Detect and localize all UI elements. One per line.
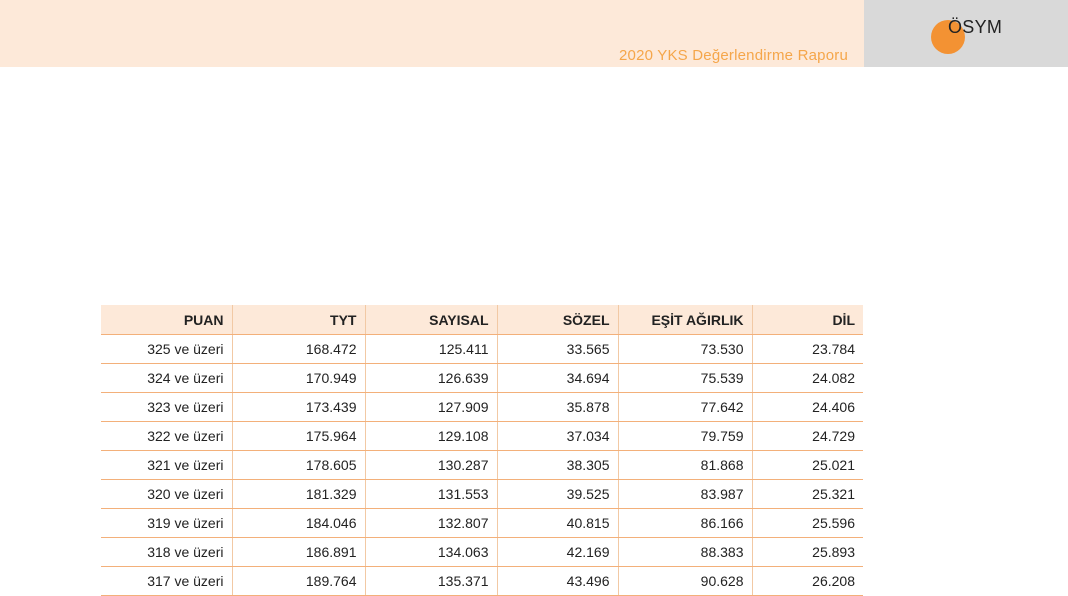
cell-puan: 318 ve üzeri: [101, 538, 232, 567]
column-header-puan: PUAN: [101, 305, 232, 335]
cell-dil: 25.321: [752, 480, 863, 509]
table-row: [101, 451, 863, 480]
cell-sozel: 38.305: [497, 451, 618, 480]
cell-sozel: 37.034: [497, 422, 618, 451]
score-table: [101, 305, 863, 596]
cell-dil: 25.596: [752, 509, 863, 538]
cell-sayisal: 126.639: [365, 364, 497, 393]
cell-esit-agirlik: 83.987: [618, 480, 752, 509]
cell-dil: 24.082: [752, 364, 863, 393]
cell-sayisal: 132.807: [365, 509, 497, 538]
column-header-esit-agirlik: EŞİT AĞIRLIK: [618, 305, 752, 335]
cell-tyt: 184.046: [232, 509, 365, 538]
table-body: [101, 335, 863, 596]
table-row: [101, 567, 863, 596]
cell-esit-agirlik: 75.539: [618, 364, 752, 393]
table-row: [101, 480, 863, 509]
cell-sozel: 40.815: [497, 509, 618, 538]
cell-esit-agirlik: 88.383: [618, 538, 752, 567]
cell-dil: 23.784: [752, 335, 863, 364]
cell-dil: 25.021: [752, 451, 863, 480]
cell-tyt: 175.964: [232, 422, 365, 451]
cell-puan: 320 ve üzeri: [101, 480, 232, 509]
table-row: [101, 422, 863, 451]
cell-puan: 321 ve üzeri: [101, 451, 232, 480]
cell-sayisal: 131.553: [365, 480, 497, 509]
cell-dil: 24.406: [752, 393, 863, 422]
table-row: [101, 335, 863, 364]
cell-tyt: 173.439: [232, 393, 365, 422]
cell-puan: 323 ve üzeri: [101, 393, 232, 422]
cell-tyt: 189.764: [232, 567, 365, 596]
cell-puan: 319 ve üzeri: [101, 509, 232, 538]
cell-dil: 25.893: [752, 538, 863, 567]
cell-esit-agirlik: 90.628: [618, 567, 752, 596]
cell-sayisal: 129.108: [365, 422, 497, 451]
cell-esit-agirlik: 73.530: [618, 335, 752, 364]
logo-band: [864, 0, 1068, 67]
cell-sozel: 39.525: [497, 480, 618, 509]
cell-sozel: 43.496: [497, 567, 618, 596]
table-row: [101, 364, 863, 393]
cell-tyt: 170.949: [232, 364, 365, 393]
cell-sayisal: 134.063: [365, 538, 497, 567]
cell-esit-agirlik: 81.868: [618, 451, 752, 480]
cell-sozel: 35.878: [497, 393, 618, 422]
cell-tyt: 168.472: [232, 335, 365, 364]
column-header-sayisal: SAYISAL: [365, 305, 497, 335]
cell-puan: 322 ve üzeri: [101, 422, 232, 451]
cell-sozel: 33.565: [497, 335, 618, 364]
cell-puan: 317 ve üzeri: [101, 567, 232, 596]
column-header-tyt: TYT: [232, 305, 365, 335]
cell-dil: 26.208: [752, 567, 863, 596]
column-header-dil: DİL: [752, 305, 863, 335]
cell-esit-agirlik: 77.642: [618, 393, 752, 422]
cell-tyt: 178.605: [232, 451, 365, 480]
cell-tyt: 181.329: [232, 480, 365, 509]
cell-esit-agirlik: 86.166: [618, 509, 752, 538]
cell-sayisal: 130.287: [365, 451, 497, 480]
table-row: [101, 393, 863, 422]
cell-tyt: 186.891: [232, 538, 365, 567]
table-row: [101, 509, 863, 538]
cell-sozel: 42.169: [497, 538, 618, 567]
table-row: [101, 538, 863, 567]
column-header-sozel: SÖZEL: [497, 305, 618, 335]
osym-logo-text: ÖSYM: [948, 17, 1003, 37]
cell-sayisal: 127.909: [365, 393, 497, 422]
cell-esit-agirlik: 79.759: [618, 422, 752, 451]
cell-sozel: 34.694: [497, 364, 618, 393]
cell-puan: 324 ve üzeri: [101, 364, 232, 393]
cell-puan: 325 ve üzeri: [101, 335, 232, 364]
header-band: [0, 0, 864, 67]
report-title: 2020 YKS Değerlendirme Raporu: [619, 47, 848, 64]
table-header-row: [101, 305, 863, 335]
cell-sayisal: 135.371: [365, 567, 497, 596]
cell-dil: 24.729: [752, 422, 863, 451]
cell-sayisal: 125.411: [365, 335, 497, 364]
